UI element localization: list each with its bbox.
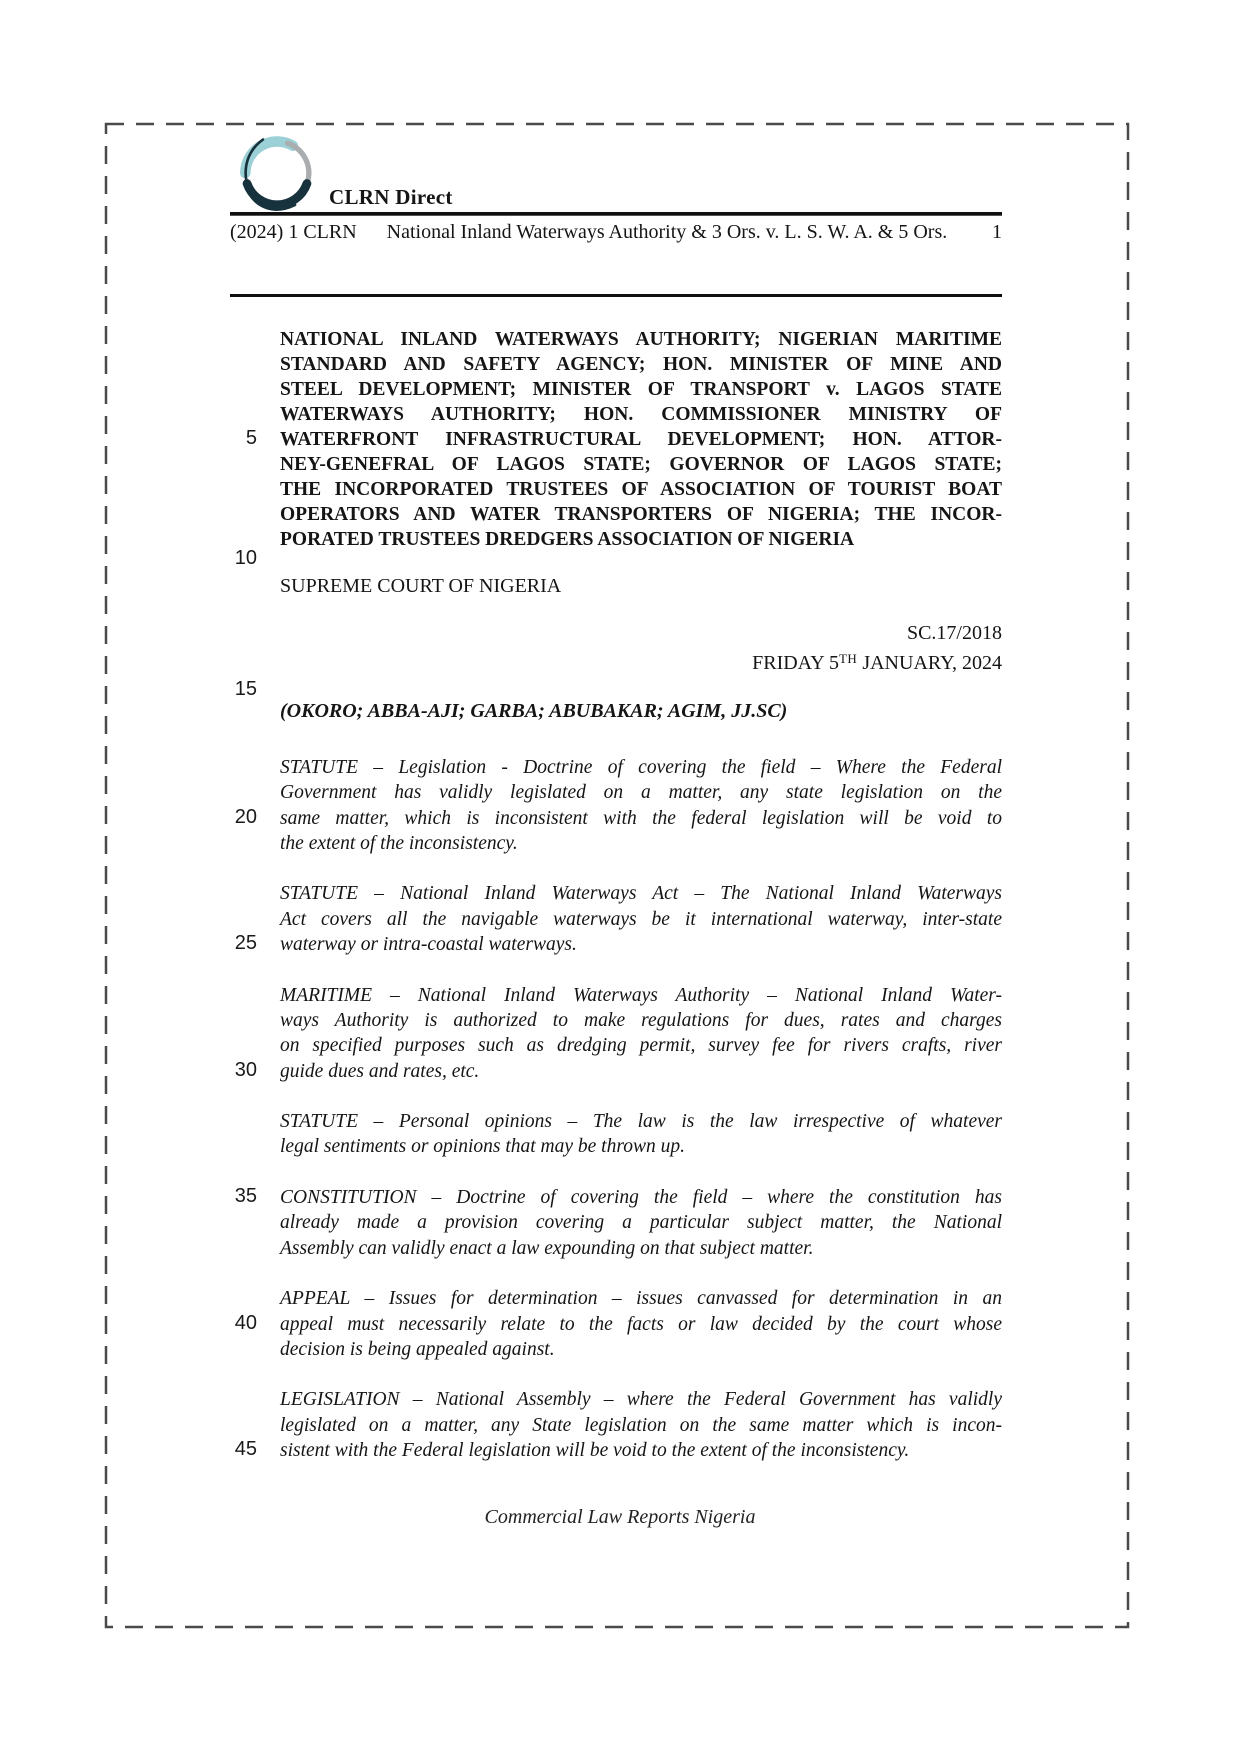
headnote-line: MARITIME – National Inland Waterways Authority – National Inland Water-	[280, 984, 1002, 1006]
headnote-paragraph	[280, 983, 1002, 1084]
header-rule-bottom	[230, 294, 1002, 297]
headnote-line: waterway or intra-coastal waterways.	[280, 934, 577, 956]
headnote-line: STATUTE – Personal opinions – The law is the law irrespective of whatever	[280, 1111, 1002, 1133]
margin-line-number: 25	[234, 932, 257, 954]
headnote-line: STATUTE – Legislation - Doctrine of covering the field – Where the Federal	[280, 757, 1002, 778]
case-title-line: OPERATORS AND WATER TRANSPORTERS OF NIGERIA; THE INCOR-	[280, 504, 1002, 525]
header-rule-top	[230, 212, 1002, 216]
hearing-date: FRIDAY 5TH JANUARY, 2024	[752, 651, 1002, 674]
margin-line-number: 35	[234, 1185, 257, 1207]
margin-line-number: 45	[234, 1438, 257, 1460]
headnote-line: ways Authority is authorized to make regulations for dues, rates and charges	[280, 1009, 1002, 1031]
case-title-line: NATIONAL INLAND WATERWAYS AUTHORITY; NIGERIAN MARITIME	[280, 329, 1002, 350]
case-title-line: PORATED TRUSTEES DREDGERS ASSOCIATION OF NIGERIA	[280, 529, 855, 550]
margin-line-number: 5	[245, 427, 257, 449]
headnote-paragraph	[280, 1286, 1002, 1362]
headnote-line: legal sentiments or opinions that may be thrown up.	[280, 1136, 685, 1158]
case-title-line: STEEL DEVELOPMENT; MINISTER OF TRANSPORT v. LAGOS STATE	[280, 379, 1002, 400]
headnote-paragraph	[280, 755, 1002, 856]
margin-line-number: 20	[234, 806, 257, 828]
margin-line-number: 30	[234, 1059, 257, 1081]
brand-title: CLRN Direct	[329, 185, 453, 209]
headnote-line: same matter, which is inconsistent with the federal legislation will be void to	[280, 807, 1002, 829]
report-citation: (2024) 1 CLRN	[230, 221, 357, 243]
margin-line-number: 40	[234, 1312, 257, 1334]
publication-footer: Commercial Law Reports Nigeria	[484, 1506, 756, 1528]
case-title-line: WATERFRONT INFRASTRUCTURAL DEVELOPMENT; HON. ATTOR-	[280, 429, 1002, 450]
suit-number: SC.17/2018	[906, 622, 1002, 644]
headnote-line: STATUTE – National Inland Waterways Act – The National Inland Waterways	[280, 883, 1002, 905]
suit-and-date	[280, 620, 1002, 676]
headnote-line: APPEAL – Issues for determination – issues canvassed for determination in an	[280, 1288, 1002, 1310]
headnote-paragraph	[280, 881, 1002, 957]
headnote-line: Act covers all the navigable waterways be it international waterway, inter-state	[280, 908, 1002, 930]
headnote-line: decision is being appealed against.	[280, 1338, 555, 1360]
case-title-line: NEY-GENEFRAL OF LAGOS STATE; GOVERNOR OF LAGOS STATE;	[280, 454, 1002, 475]
headnote-line: sistent with the Federal legislation will be void to the extent of the inconsistency.	[280, 1440, 910, 1462]
headnote-line: already made a provision covering a particular subject matter, the National	[280, 1212, 1002, 1234]
line-number-gutter	[197, 0, 257, 1754]
case-title-line: THE INCORPORATED TRUSTEES OF ASSOCIATION OF TOURIST BOAT	[280, 479, 1002, 500]
headnote-line: CONSTITUTION – Doctrine of covering the field – where the constitution has	[280, 1187, 1002, 1209]
headnote-line: Assembly can validly enact a law expounding on that subject matter.	[280, 1237, 814, 1259]
headnote-paragraph	[280, 1387, 1002, 1463]
margin-line-number: 15	[234, 678, 257, 700]
margin-line-number: 10	[234, 547, 257, 569]
headnotes	[280, 755, 1002, 1489]
case-title-line: STANDARD AND SAFETY AGENCY; HON. MINISTER OF MINE AND	[280, 354, 1002, 375]
court-name: SUPREME COURT OF NIGERIA	[280, 575, 562, 597]
date-ordinal: TH	[838, 651, 858, 666]
headnote-line: Government has validly legislated on a matter, any state legislation on the	[280, 782, 1002, 804]
headnote-line: guide dues and rates, etc.	[280, 1060, 480, 1082]
headnote-paragraph	[280, 1109, 1002, 1160]
headnote-line: legislated on a matter, any State legislation on the same matter which is incon-	[280, 1414, 1002, 1436]
case-title	[280, 327, 1002, 552]
headnote-line: appeal must necessarily relate to the facts or law decided by the court whose	[280, 1313, 1002, 1335]
judges-panel: (OKORO; ABBA-AJI; GARBA; ABUBAKAR; AGIM, JJ.SC)	[280, 700, 788, 722]
headnote-line: the extent of the inconsistency.	[280, 832, 518, 854]
case-title-line: WATERWAYS AUTHORITY; HON. COMMISSIONER MINISTRY OF	[280, 404, 1002, 425]
headnote-line: LEGISLATION – National Assembly – where the Federal Government has validly	[280, 1389, 1002, 1411]
running-case-name: National Inland Waterways Authority & 3 Ors. v. L. S. W. A. & 5 Ors.	[386, 221, 948, 243]
page-number: 1	[992, 221, 1002, 243]
headnote-line: on specified purposes such as dredging permit, survey fee for rivers crafts, river	[280, 1035, 1002, 1057]
running-header	[230, 221, 1002, 244]
headnote-paragraph	[280, 1185, 1002, 1261]
